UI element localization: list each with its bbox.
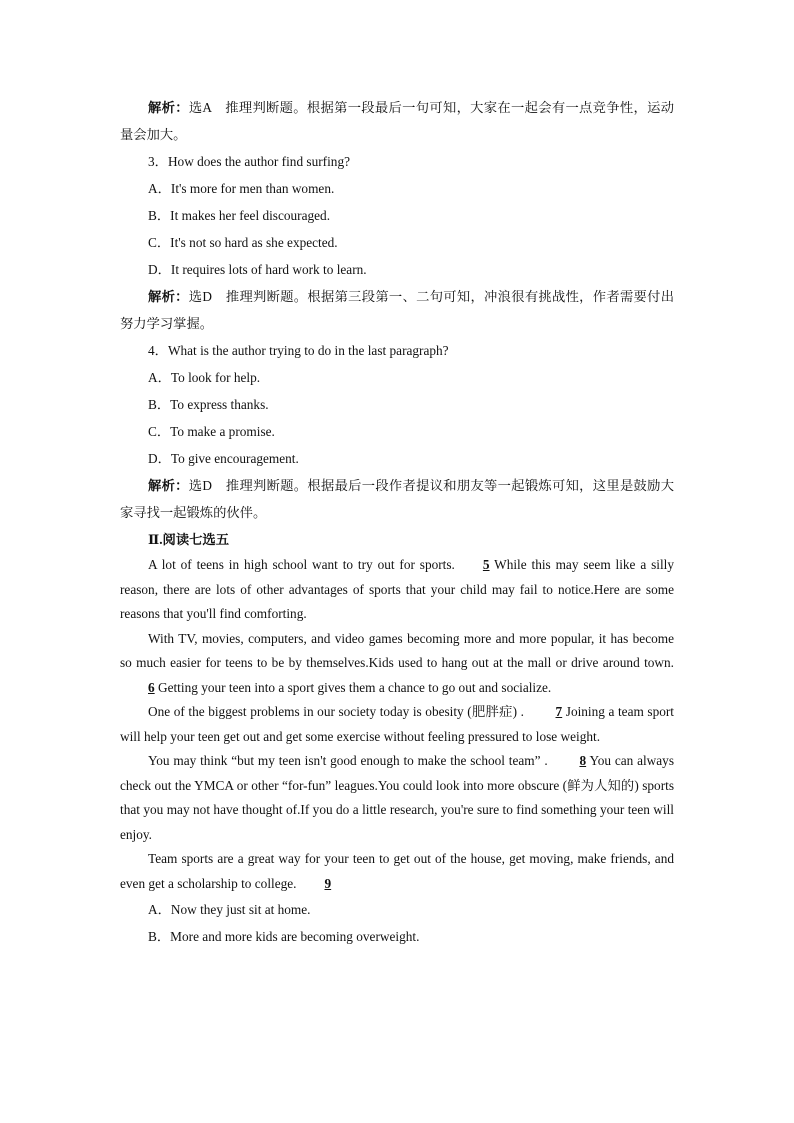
option-3b: B．It makes her feel discouraged. <box>148 208 331 223</box>
passage-paragraph-3 <box>120 700 674 749</box>
passage-option-a: A．Now they just sit at home. <box>148 902 311 917</box>
section-title: Ⅱ.阅读七选五 <box>148 532 230 547</box>
analysis-text: 选D 推理判断题。根据最后一段作者提议和朋友等一起锻炼可知，这里是鼓励大家寻找一起锻炼的伙伴。 <box>120 478 675 520</box>
paragraph-text: With TV, movies, computers, and video games becoming more and more popular, it has become so much easier for teens to be by themselves.Kids used to hang out at the mall or drive around town. <box>120 630 674 670</box>
paragraph-text: A lot of teens in high school want to try out for sports. <box>148 557 455 572</box>
analysis-label: 解析： <box>148 289 189 304</box>
analysis-q4 <box>120 472 674 526</box>
option-3d: D．It requires lots of hard work to learn. <box>148 262 367 277</box>
paragraph-text: You can always check out the YMCA or other “for-fun” leagues.You could look into more obscure (鲜为人知的) sports that you may not have thought of.If you do a little research, you're sure to find something your teen will enjoy. <box>120 753 674 842</box>
paragraph-text: Getting your teen into a sport gives them a chance to go out and socialize. <box>154 679 552 695</box>
question-3: 3．How does the author find surfing? <box>148 154 350 169</box>
blank-8: 8 <box>579 753 587 768</box>
paragraph-text: You may think “but my teen isn't good enough to make the school team” . <box>148 753 548 768</box>
blank-9: 9 <box>324 875 332 891</box>
blank-7: 7 <box>555 704 563 719</box>
paragraph-text: One of the biggest problems in our society today is obesity (肥胖症) . <box>148 704 524 719</box>
passage-paragraph-1 <box>120 553 674 627</box>
analysis-text: 选D 推理判断题。根据第三段第一、二句可知，冲浪很有挑战性，作者需要付出努力学习掌握。 <box>120 289 675 331</box>
paragraph-text: Joining a team sport will help your teen get out and get some exercise without feeling pressured to lose weight. <box>120 704 674 744</box>
analysis-text: 选A 推理判断题。根据第一段最后一句可知，大家在一起会有一点竞争性，运动量会加大。 <box>120 100 674 142</box>
passage-option-b: B．More and more kids are becoming overweight. <box>148 929 420 944</box>
passage-paragraph-2 <box>120 627 674 701</box>
passage-paragraph-4 <box>120 749 674 847</box>
option-3a: A．It's more for men than women. <box>148 181 335 196</box>
option-4a: A．To look for help. <box>148 370 261 385</box>
page-content <box>120 94 674 950</box>
blank-5: 5 <box>482 557 490 572</box>
question-4: 4．What is the author trying to do in the last paragraph? <box>148 343 449 358</box>
analysis-label: 解析： <box>148 100 189 115</box>
option-4d: D．To give encouragement. <box>148 451 299 466</box>
paragraph-text: Team sports are a great way for your teen to get out of the house, get moving, make friends, and even get a scholarship to college. <box>120 851 674 891</box>
paragraph-text: While this may seem like a silly reason, there are lots of other advantages of sports that your child may fail to notice.Here are some reasons that you'll find comforting. <box>120 557 674 621</box>
analysis-q2 <box>120 94 674 148</box>
option-3c: C．It's not so hard as she expected. <box>148 235 338 250</box>
option-4c: C．To make a promise. <box>148 424 275 439</box>
blank-6: 6 <box>148 679 155 695</box>
passage-paragraph-5 <box>120 847 674 896</box>
analysis-label: 解析： <box>148 478 189 493</box>
option-4b: B．To express thanks. <box>148 397 269 412</box>
analysis-q3 <box>120 283 674 337</box>
